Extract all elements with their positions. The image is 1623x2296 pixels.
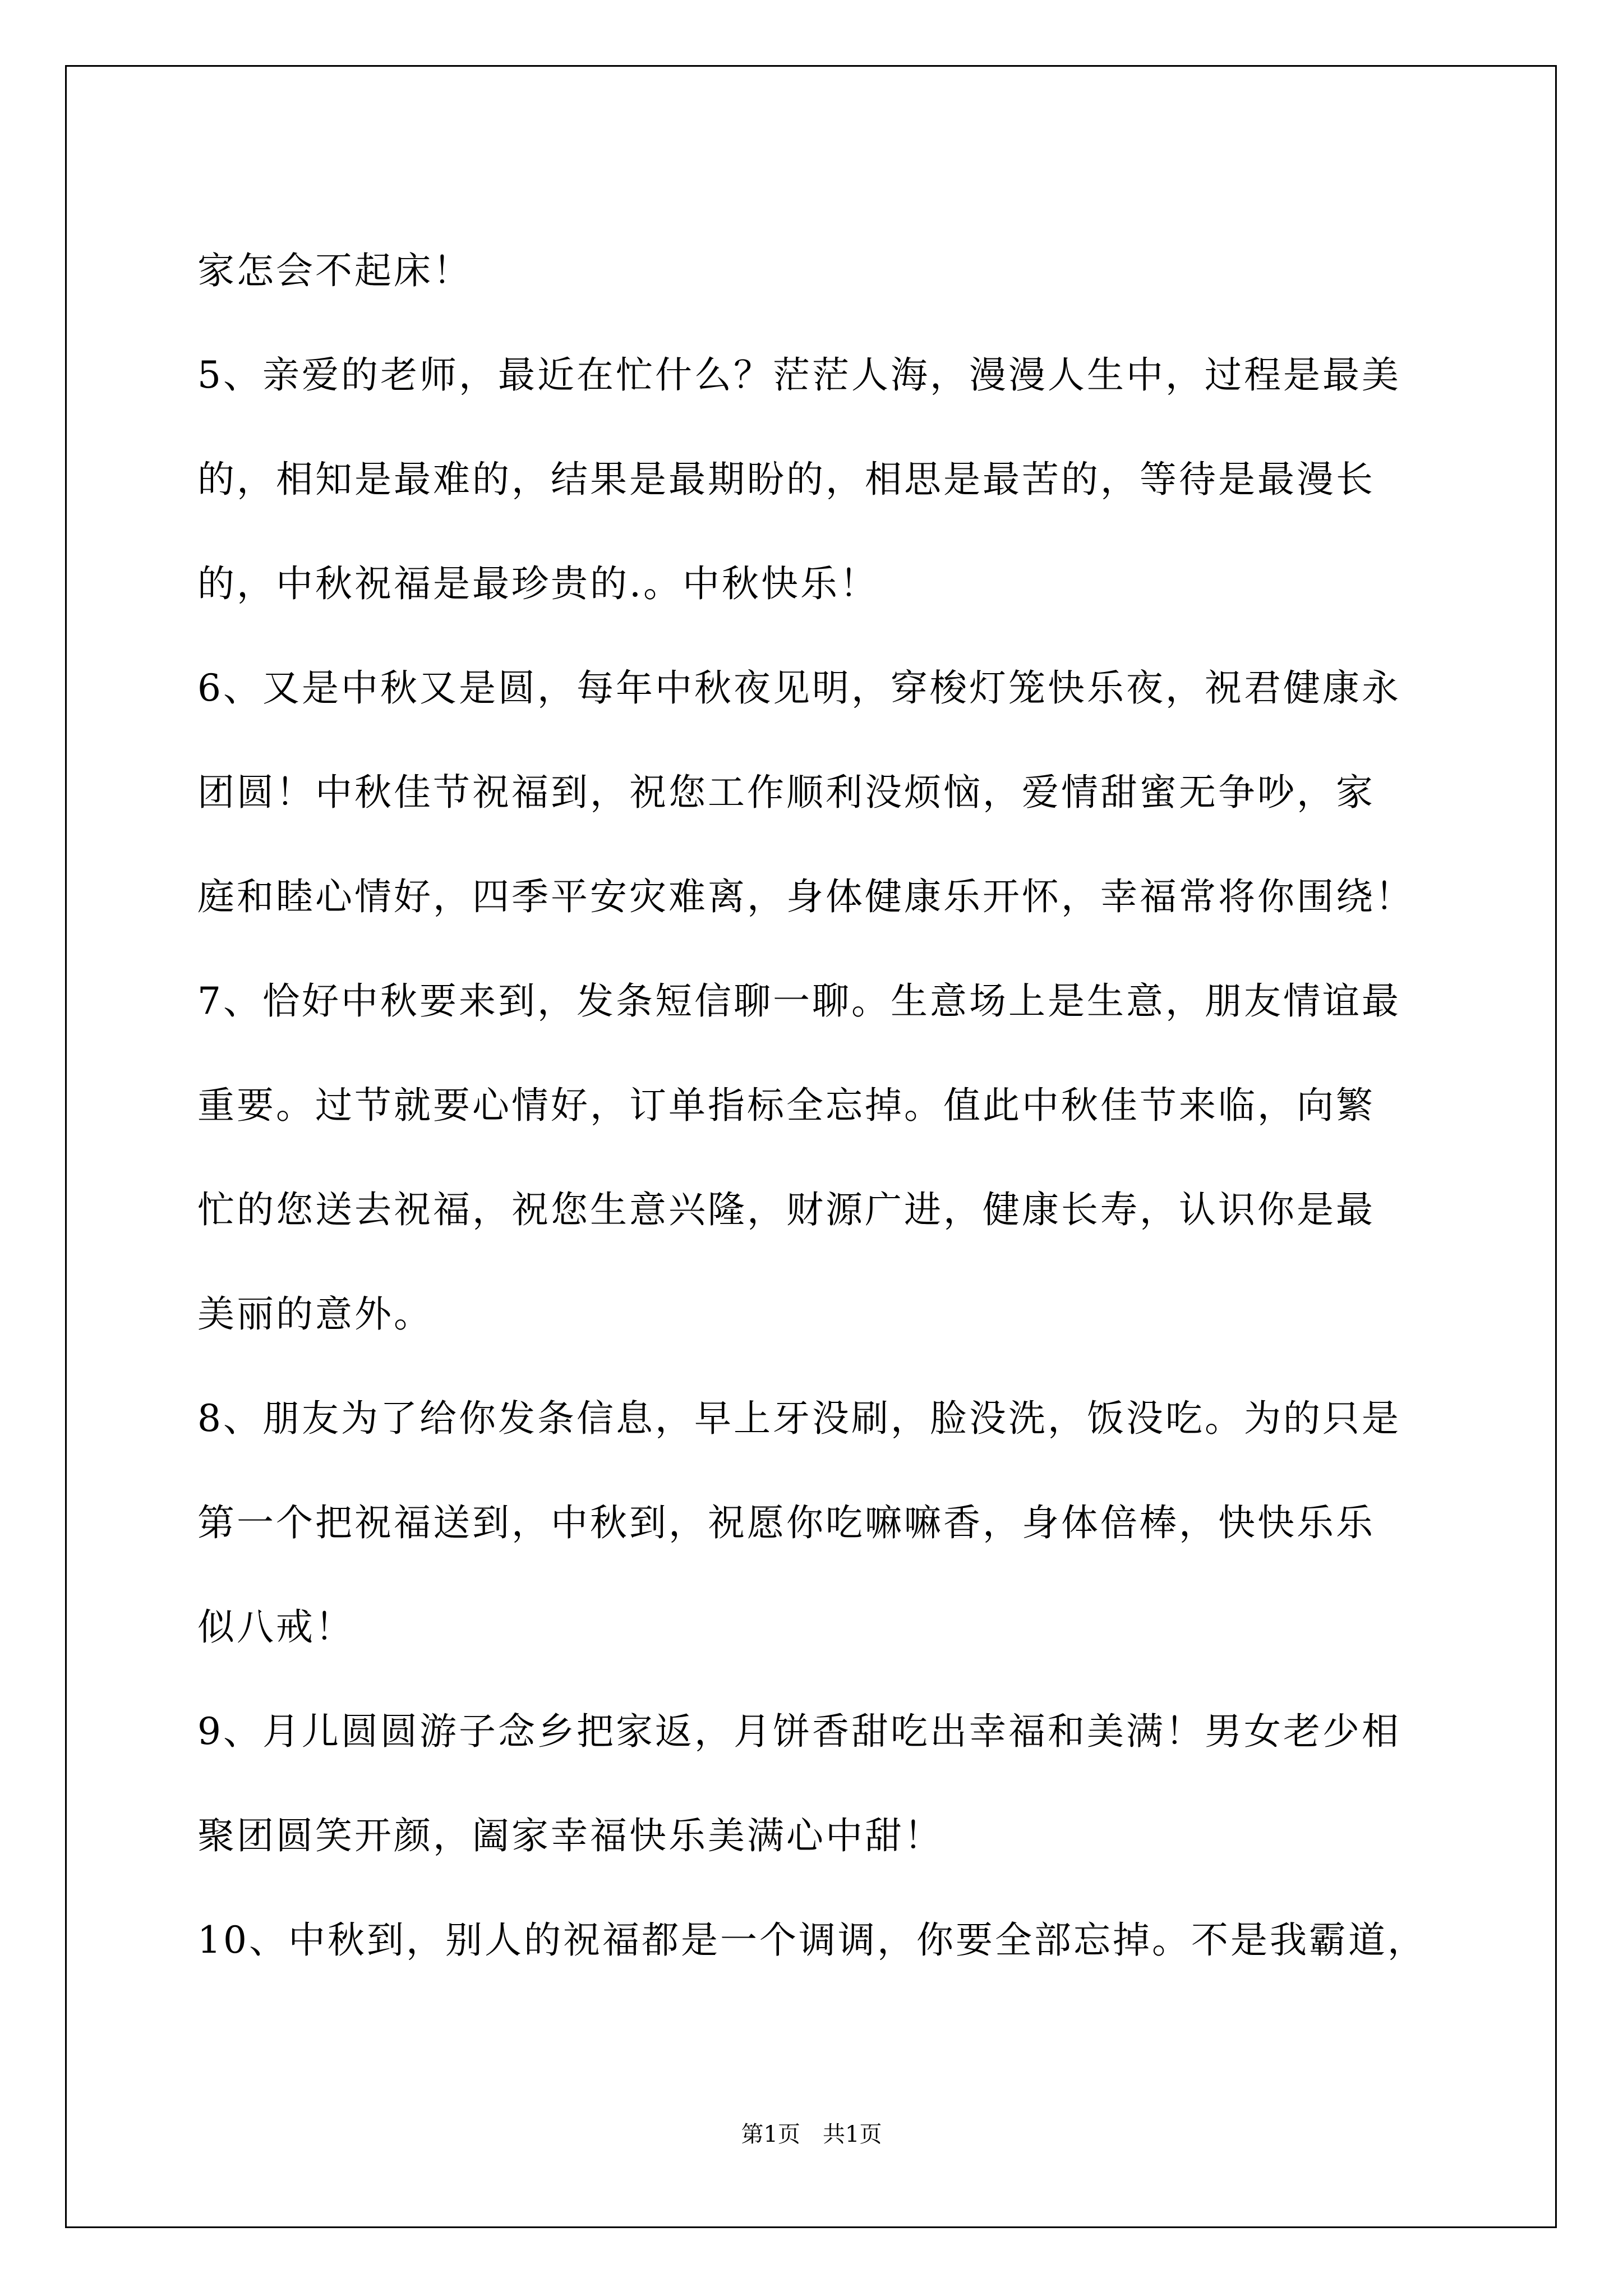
text-line: 似八戒！ [197, 1605, 354, 1649]
text-line: 聚团圆笑开颜，阖家幸福快乐美满心中甜！ [197, 1814, 943, 1857]
text-line: 美丽的意外。 [197, 1292, 433, 1336]
text-line: 庭和睦心情好，四季平安灾难离，身体健康乐开怀，幸福常将你围绕！ [197, 875, 1414, 918]
text-line: 的，中秋祝福是最珍贵的.。中秋快乐！ [197, 562, 879, 605]
text-line: 第一个把祝福送到，中秋到，祝愿你吃嘛嘛香，身体倍棒，快快乐乐 [197, 1501, 1375, 1544]
text-line: 忙的您送去祝福，祝您生意兴隆，财源广进，健康长寿，认识你是最 [197, 1188, 1375, 1231]
text-line: 家怎会不起床！ [197, 249, 472, 292]
page-number-footer: 第1页 共1页 [741, 2122, 882, 2147]
document-body [197, 219, 1442, 1993]
text-line: 6、又是中秋又是圆，每年中秋夜见明，穿梭灯笼快乐夜，祝君健康永 [197, 666, 1401, 710]
text-line: 7、恰好中秋要来到，发条短信聊一聊。生意场上是生意，朋友情谊最 [197, 979, 1401, 1023]
text-line: 9、月儿圆圆游子念乡把家返，月饼香甜吃出幸福和美满！男女老少相 [197, 1710, 1401, 1753]
text-line: 8、朋友为了给你发条信息，早上牙没刷，脸没洗，饭没吃。为的只是 [197, 1397, 1401, 1440]
text-line: 团圆！中秋佳节祝福到，祝您工作顺利没烦恼，爱情甜蜜无争吵，家 [197, 771, 1375, 814]
text-line: 重要。过节就要心情好，订单指标全忘掉。值此中秋佳节来临，向繁 [197, 1084, 1375, 1127]
text-line: 10、中秋到，别人的祝福都是一个调调，你要全部忘掉。不是我霸道， [197, 1918, 1427, 1962]
text-line: 的，相知是最难的，结果是最期盼的，相思是最苦的，等待是最漫长 [197, 458, 1375, 501]
text-line: 5、亲爱的老师，最近在忙什么？茫茫人海，漫漫人生中，过程是最美 [197, 353, 1401, 397]
